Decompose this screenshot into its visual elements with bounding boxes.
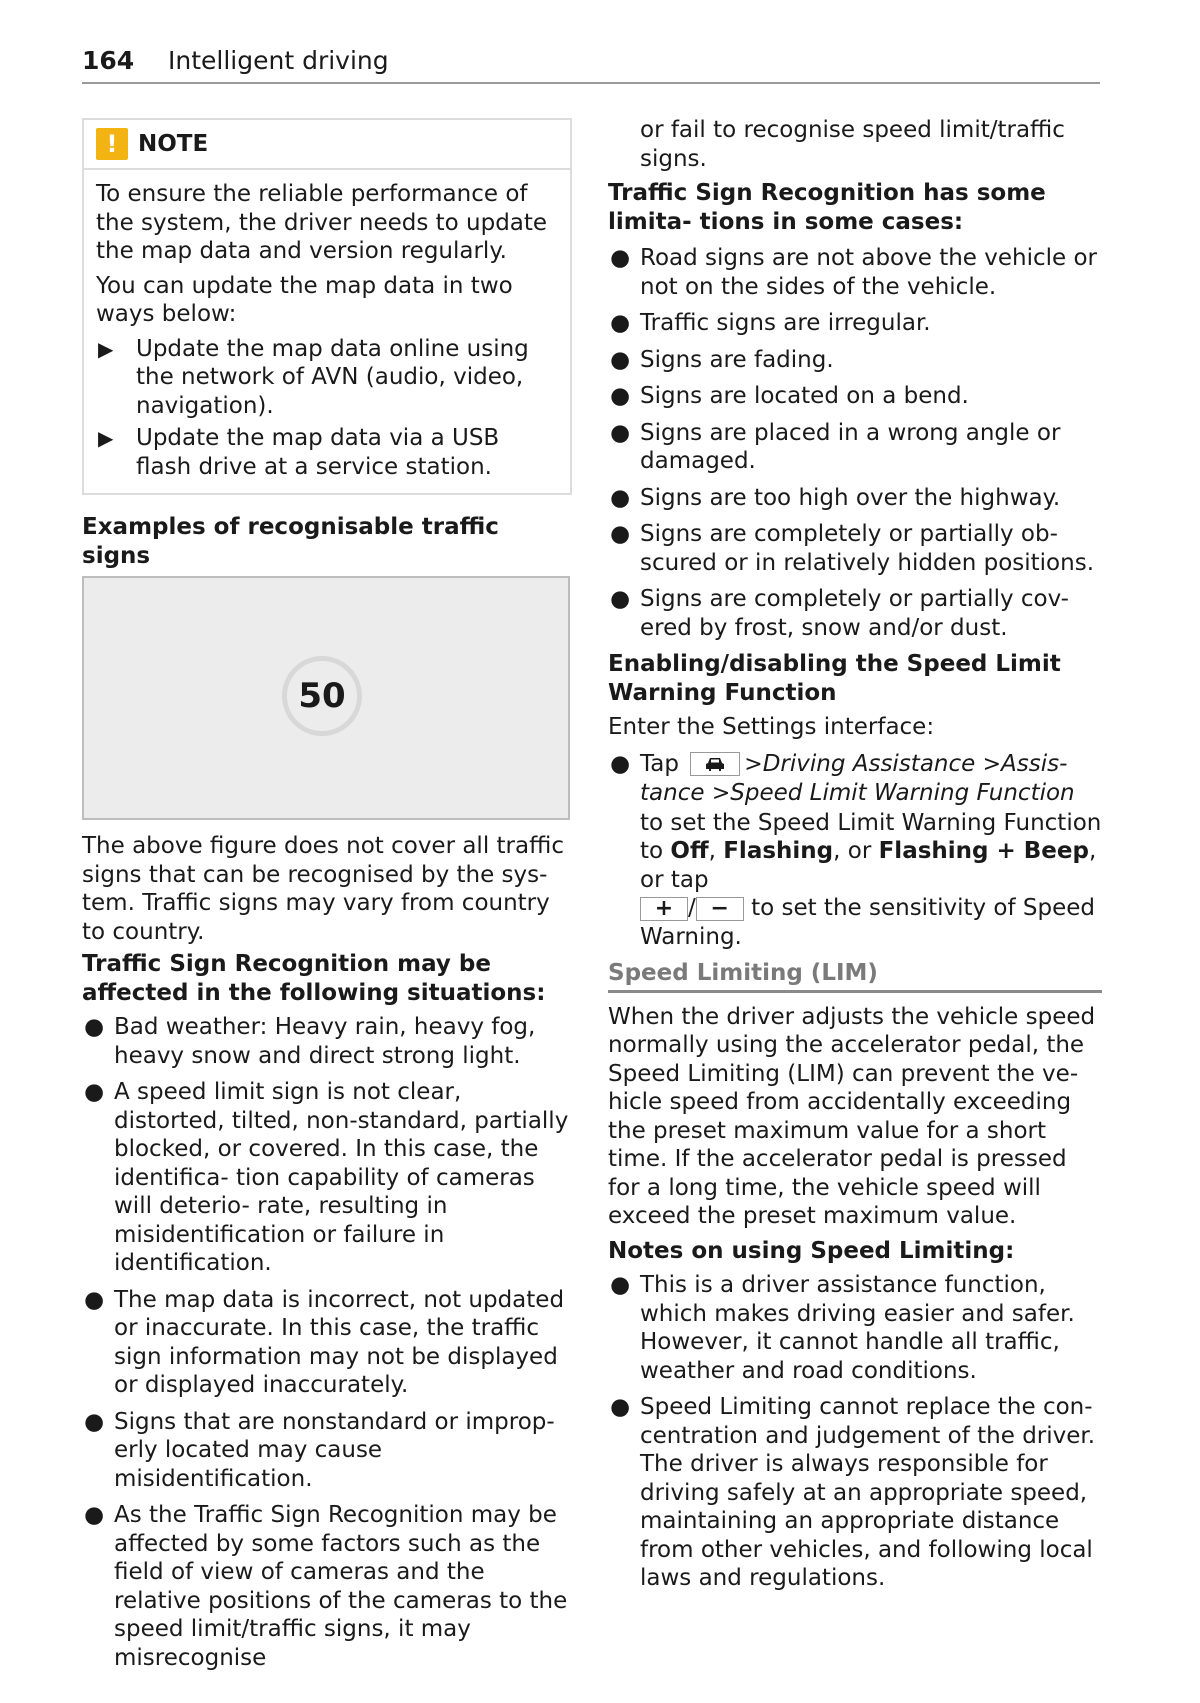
chevron-right-icon: >	[744, 751, 763, 777]
lim-notes-list	[608, 1271, 1102, 1593]
bullet-icon: ●	[610, 346, 631, 373]
option-flashing: Flashing	[723, 838, 834, 864]
bullet-icon: ●	[84, 1014, 105, 1040]
bullet-icon: ●	[84, 1286, 105, 1313]
limitations-list	[608, 244, 1102, 642]
bullet-icon: ●	[610, 521, 631, 547]
list-item-text: Signs are fading.	[640, 346, 834, 373]
section-title: Intelligent driving	[168, 46, 389, 75]
bullet-icon: ●	[84, 1502, 105, 1528]
bullet-icon: ●	[610, 245, 631, 271]
arrow-right-icon: ▶	[98, 426, 114, 450]
list-item-text: A speed limit sign is not clear, distorted, tilted, non-standard, partially blocked, or covered. In this case, the identifica- tion capability of cameras will deterio- rate, resulting in misidentification or failure in identification.	[114, 1079, 569, 1276]
minus-button[interactable]: −	[696, 897, 744, 921]
bullet-icon: ●	[610, 586, 631, 612]
page-number: 164	[82, 46, 135, 75]
arrow-right-icon: ▶	[98, 336, 114, 361]
list-item-text: Signs are completely or partially ob- scured or in relatively hidden positions.	[640, 521, 1095, 576]
list-item	[82, 1408, 572, 1494]
page-header	[82, 44, 1100, 84]
list-item-text: Signs are completely or partially cov- ered by frost, snow and/or dust.	[640, 586, 1069, 641]
continuation-text: or fail to recognise speed limit/traffic signs.	[640, 117, 1065, 172]
enabling-heading: Enabling/disabling the Speed Limit Warning Function	[608, 651, 1061, 706]
bullet-icon: ●	[84, 1408, 105, 1435]
figure-caption: The above figure does not cover all traffic signs that can be recognised by the sys- tem. Traffic signs may vary from country to country.	[82, 833, 564, 945]
bullet-icon: ●	[610, 1272, 631, 1298]
note-label: NOTE	[138, 130, 209, 157]
list-item-text: As the Traffic Sign Recognition may be affected by some factors such as the field of view of cameras and the relative positions of the cameras to the speed limit/traffic signs, it may misrecognise	[114, 1502, 568, 1671]
list-item	[608, 585, 1102, 642]
speed-limit-sign-icon: 50	[282, 656, 362, 736]
option-flashing-beep: Flashing + Beep	[878, 838, 1089, 864]
list-item	[608, 484, 1102, 513]
note-list-text: Update the map data online using the network of AVN (audio, video, navigation).	[136, 335, 529, 419]
note-list-text: Update the map data via a USB flash drive at a service station.	[136, 425, 500, 480]
bullet-icon: ●	[610, 383, 631, 409]
warning-icon: !	[96, 128, 128, 160]
menu-path-driving-assistance[interactable]: Driving Assistance	[762, 750, 976, 777]
list-item	[82, 1078, 572, 1278]
instruction-text: to set the Speed Limit Warning Function to	[640, 809, 1102, 864]
bullet-icon: ●	[610, 419, 631, 446]
list-item-text: Speed Limiting cannot replace the con- centration and judgement of the driver. The driver is always responsible for driving safely at an appropriate speed, maintaining an appropriate distance from other vehicles, and following local laws and regulations.	[640, 1394, 1096, 1591]
note-list	[96, 335, 558, 482]
tap-label: Tap	[640, 750, 679, 777]
list-item	[82, 1501, 572, 1672]
vehicle-settings-button[interactable]	[690, 752, 740, 776]
lim-notes-heading: Notes on using Speed Limiting:	[608, 1237, 1015, 1264]
bullet-icon: ●	[84, 1079, 105, 1105]
separator-text: ,	[708, 838, 716, 864]
option-off: Off	[670, 838, 709, 864]
list-item-text: Signs are placed in a wrong angle or damaged.	[640, 419, 1061, 474]
right-column	[608, 116, 1102, 1601]
slash-text: /	[688, 895, 696, 921]
list-item-text: Signs are too high over the highway.	[640, 484, 1061, 511]
note-paragraph: To ensure the reliable performance of the system, the driver needs to update the map data and version regularly.	[96, 181, 548, 264]
bullet-icon: ●	[610, 750, 631, 777]
note-header	[84, 120, 570, 170]
list-item-text: The map data is incorrect, not updated or inaccurate. In this case, the traffic sign information may not be displayed or displayed inaccurately.	[114, 1286, 565, 1398]
list-item	[608, 1393, 1102, 1593]
list-item-text: Signs are located on a bend.	[640, 383, 969, 409]
list-item-text: Road signs are not above the vehicle or not on the sides of the vehicle.	[640, 245, 1098, 300]
affected-heading: Traffic Sign Recognition may be affected in the following situations:	[82, 951, 546, 1006]
bullet-icon: ●	[610, 1394, 631, 1420]
instruction-text: to set the sensitivity of Speed Warning.	[640, 895, 1095, 950]
list-item-text: Bad weather: Heavy rain, heavy fog, heavy snow and direct strong light.	[114, 1014, 536, 1069]
note-paragraph: You can update the map data in two ways below:	[96, 272, 513, 327]
bullet-icon: ●	[610, 484, 631, 511]
affected-list	[82, 1013, 572, 1672]
limitations-heading: Traffic Sign Recognition has some limita- tions in some cases:	[608, 180, 1046, 235]
list-item	[608, 382, 1102, 411]
note-body	[84, 170, 570, 493]
plus-button[interactable]: +	[640, 897, 688, 921]
chevron-right-icon: >	[711, 781, 731, 806]
list-item	[608, 346, 1102, 375]
list-item-text: This is a driver assistance function, which makes driving easier and safer. However, it cannot handle all traffic, weather and road conditions.	[640, 1272, 1075, 1384]
list-item	[608, 750, 1102, 952]
list-item	[608, 419, 1102, 476]
list-item	[82, 1013, 572, 1070]
list-item	[608, 244, 1102, 301]
menu-path-speed-limit-warning[interactable]: Speed Limit Warning Function	[730, 780, 1075, 806]
lim-paragraph: When the driver adjusts the vehicle speed normally using the accelerator pedal, the Speed Limiting (LIM) can prevent the ve- hicle speed from accidentally exceeding the preset maximum value for a short time. If the accelerator pedal is pressed for a long time, the vehicle speed will exceed the preset maximum value.	[608, 1003, 1096, 1229]
list-item	[608, 309, 1102, 338]
chevron-right-icon: >	[982, 751, 1002, 777]
list-item	[608, 1271, 1102, 1385]
enabling-intro: Enter the Settings interface:	[608, 714, 935, 740]
list-item	[608, 520, 1102, 577]
separator-text: , or tap	[640, 838, 1097, 893]
examples-heading: Examples of recognisable traffic signs	[82, 514, 499, 569]
note-list-item	[96, 424, 558, 481]
traffic-sign-figure	[82, 576, 570, 820]
list-item	[82, 1286, 572, 1400]
list-item-text: Traffic signs are irregular.	[640, 310, 931, 336]
enabling-list	[608, 750, 1102, 952]
lim-section-title: Speed Limiting (LIM)	[608, 959, 1102, 993]
left-column	[82, 118, 572, 1680]
car-icon	[704, 756, 726, 772]
note-box	[82, 118, 572, 495]
menu-path-assistance[interactable]: Assis- tance	[640, 750, 1068, 806]
bullet-icon: ●	[610, 310, 631, 336]
list-item-text: Signs that are nonstandard or improp- erly located may cause misidentification.	[114, 1408, 555, 1492]
note-list-item	[96, 335, 558, 421]
separator-text: , or	[833, 838, 872, 864]
